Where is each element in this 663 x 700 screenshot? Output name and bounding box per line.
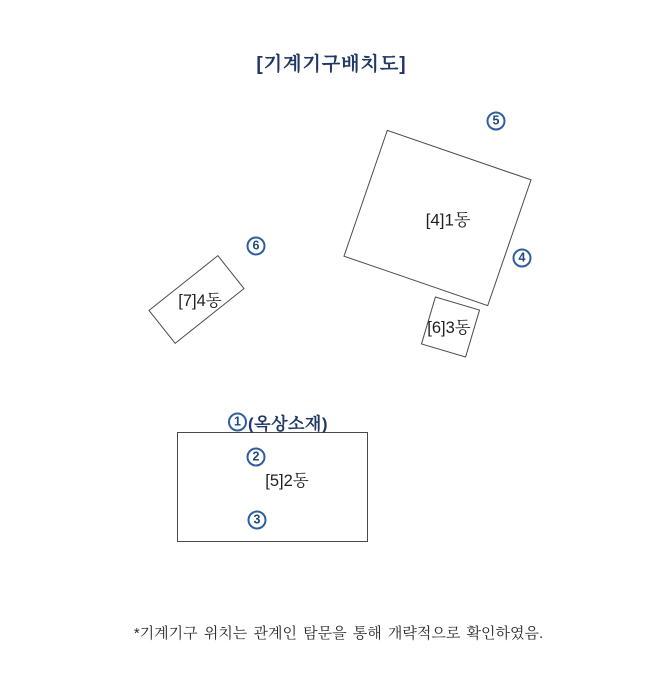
building-1-label: [4]1동 [425,210,471,230]
marker-4: 4 [513,249,532,268]
marker-1-group [228,410,328,435]
marker-5: 5 [487,112,506,131]
footnote: *기계기구 위치는 관계인 탐문을 통해 개략적으로 확인하였음. [133,625,544,642]
diagram-title: [기계기구배치도] [256,54,407,75]
marker-1-rooftop-note: (옥상소재) [248,414,329,434]
marker-3: 3 [248,511,267,530]
building-4-label: [7]4동 [178,292,222,310]
marker-2: 2 [247,448,266,467]
marker-6: 6 [247,237,266,256]
building-2-label: [5]2동 [265,472,309,490]
building-3-label: [6]3동 [427,319,471,337]
marker-1: 1 [228,413,247,432]
